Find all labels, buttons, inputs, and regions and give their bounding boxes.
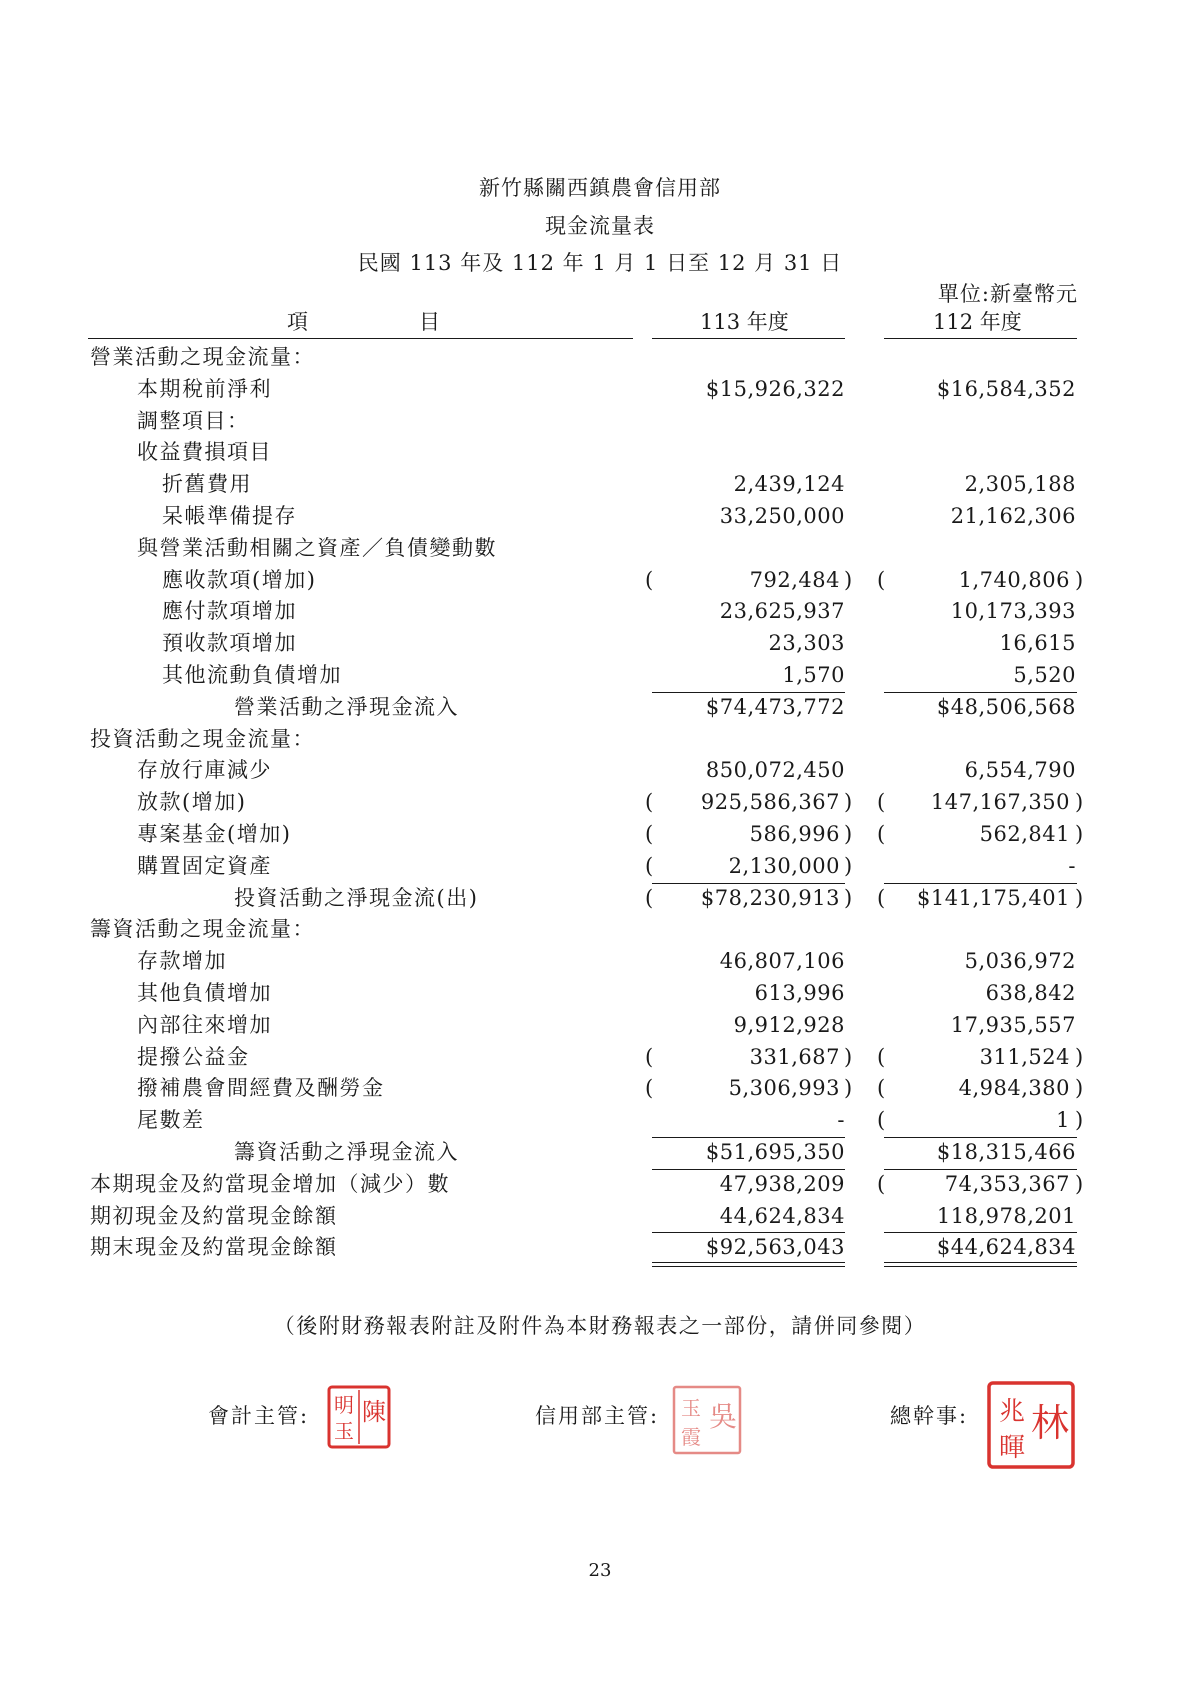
subtotal-row-operating bbox=[0, 692, 1200, 724]
amount-113: 1,570 bbox=[782, 662, 845, 687]
table-row bbox=[0, 787, 1200, 819]
close-paren: ) bbox=[844, 790, 853, 815]
amount-113: 46,807,106 bbox=[719, 949, 845, 974]
table-row bbox=[0, 1042, 1200, 1074]
seal-credit-stamp bbox=[671, 1384, 743, 1456]
row-label: 撥補農會間經費及酬勞金 bbox=[137, 1076, 385, 1101]
footnote: （後附財務報表附註及附件為本財務報表之一部份，請併同參閱） bbox=[273, 1314, 927, 1338]
open-paren: ( bbox=[877, 1108, 886, 1133]
amount-113: 9,912,928 bbox=[733, 1012, 845, 1037]
header-rule-112 bbox=[884, 338, 1077, 339]
row-label: 存放行庫減少 bbox=[137, 758, 272, 783]
table-row bbox=[0, 660, 1200, 692]
row-label: 投資活動之現金流量： bbox=[90, 726, 315, 751]
open-paren: ( bbox=[645, 1044, 654, 1069]
table-row bbox=[0, 501, 1200, 533]
amount-112: 4,984,380 bbox=[958, 1076, 1070, 1101]
header-rule-item bbox=[88, 338, 633, 339]
statement-period: 民國 113 年及 112 年 1 月 1 日至 12 月 31 日 bbox=[357, 251, 843, 275]
amount-112: $18,315,466 bbox=[936, 1139, 1076, 1164]
amount-113: 47,938,209 bbox=[719, 1171, 845, 1196]
amount-112: 74,353,367 bbox=[944, 1171, 1070, 1196]
svg-text:霞: 霞 bbox=[681, 1425, 701, 1449]
row-label: 購置固定資產 bbox=[137, 853, 272, 878]
table-row bbox=[0, 1073, 1200, 1105]
close-paren: ) bbox=[1075, 790, 1084, 815]
amount-112: 6,554,790 bbox=[964, 758, 1076, 783]
section-heading-operating bbox=[0, 342, 1200, 374]
row-label: 調整項目： bbox=[137, 408, 250, 433]
amount-112: 21,162,306 bbox=[950, 503, 1076, 528]
amount-112: 5,520 bbox=[1013, 662, 1076, 687]
row-label: 尾數差 bbox=[137, 1108, 205, 1133]
row-label: 內部往來增加 bbox=[137, 1012, 272, 1037]
table-row bbox=[0, 406, 1200, 438]
amount-112: $141,175,401 bbox=[917, 885, 1070, 910]
table-row bbox=[0, 1010, 1200, 1042]
amount-113: 613,996 bbox=[754, 980, 845, 1005]
column-year-113: 113 年度 bbox=[700, 310, 789, 334]
open-paren: ( bbox=[877, 1171, 886, 1196]
amount-113: 23,625,937 bbox=[719, 599, 845, 624]
table-row bbox=[0, 978, 1200, 1010]
table-row bbox=[0, 565, 1200, 597]
section-heading-financing bbox=[0, 914, 1200, 946]
svg-text:明: 明 bbox=[334, 1393, 354, 1417]
table-row bbox=[0, 851, 1200, 883]
signature-accounting-label: 會計主管: bbox=[208, 1404, 310, 1428]
close-paren: ) bbox=[1075, 821, 1084, 846]
close-paren: ) bbox=[844, 821, 853, 846]
seal-accounting-stamp bbox=[326, 1384, 392, 1450]
row-label: 籌資活動之現金流量： bbox=[90, 917, 315, 942]
amount-113: 5,306,993 bbox=[728, 1076, 840, 1101]
section-heading-investing bbox=[0, 724, 1200, 756]
close-paren: ) bbox=[1075, 1076, 1084, 1101]
open-paren: ( bbox=[645, 1076, 654, 1101]
amount-113: 2,130,000 bbox=[728, 853, 840, 878]
open-paren: ( bbox=[645, 790, 654, 815]
row-label: 存款增加 bbox=[137, 949, 227, 974]
double-rule-113 bbox=[652, 1262, 845, 1267]
open-paren: ( bbox=[877, 790, 886, 815]
row-label: 應收款項(增加) bbox=[162, 567, 317, 592]
close-paren: ) bbox=[1075, 1044, 1084, 1069]
amount-113: $78,230,913 bbox=[700, 885, 840, 910]
amount-112: - bbox=[1068, 853, 1076, 878]
close-paren: ) bbox=[1075, 567, 1084, 592]
row-label: 其他流動負債增加 bbox=[162, 662, 342, 687]
amount-112: $48,506,568 bbox=[936, 694, 1076, 719]
amount-113: 44,624,834 bbox=[719, 1203, 845, 1228]
row-label: 提撥公益金 bbox=[137, 1044, 250, 1069]
amount-112: 2,305,188 bbox=[964, 472, 1076, 497]
amount-112: 10,173,393 bbox=[950, 599, 1076, 624]
column-item-head-b: 目 bbox=[419, 310, 440, 334]
amount-113: 33,250,000 bbox=[719, 503, 845, 528]
table-row bbox=[0, 946, 1200, 978]
page-number: 23 bbox=[588, 1560, 612, 1581]
svg-text:玉: 玉 bbox=[681, 1396, 701, 1420]
amount-113: $15,926,322 bbox=[705, 376, 845, 401]
close-paren: ) bbox=[1075, 1108, 1084, 1133]
row-label: 營業活動之現金流量： bbox=[90, 345, 315, 369]
table-row bbox=[0, 374, 1200, 406]
signature-general-label: 總幹事: bbox=[890, 1404, 969, 1428]
row-label: 其他負債增加 bbox=[137, 980, 272, 1005]
row-label: 營業活動之淨現金流入 bbox=[234, 694, 459, 719]
amount-112: 17,935,557 bbox=[950, 1012, 1076, 1037]
row-label: 折舊費用 bbox=[162, 472, 252, 497]
close-paren: ) bbox=[844, 885, 853, 910]
row-label: 收益費損項目 bbox=[137, 440, 272, 465]
close-paren: ) bbox=[1075, 885, 1084, 910]
seal-general-stamp bbox=[986, 1380, 1076, 1470]
amount-112: $44,624,834 bbox=[936, 1235, 1076, 1260]
amount-113: 925,586,367 bbox=[700, 790, 840, 815]
row-label: 籌資活動之淨現金流入 bbox=[234, 1139, 459, 1164]
svg-text:陳: 陳 bbox=[362, 1398, 386, 1426]
svg-text:林: 林 bbox=[1030, 1401, 1070, 1445]
amount-113: 23,303 bbox=[768, 631, 845, 656]
table-row bbox=[0, 437, 1200, 469]
closing-balance-row bbox=[0, 1232, 1200, 1264]
subtotal-row-investing bbox=[0, 883, 1200, 915]
amount-112: 638,842 bbox=[985, 980, 1076, 1005]
amount-112: 311,524 bbox=[979, 1044, 1070, 1069]
open-paren: ( bbox=[877, 1044, 886, 1069]
open-paren: ( bbox=[645, 885, 654, 910]
close-paren: ) bbox=[844, 853, 853, 878]
amount-112: $16,584,352 bbox=[936, 376, 1076, 401]
close-paren: ) bbox=[844, 1076, 853, 1101]
close-paren: ) bbox=[844, 1044, 853, 1069]
amount-113: $74,473,772 bbox=[705, 694, 845, 719]
open-paren: ( bbox=[645, 821, 654, 846]
organization-name: 新竹縣關西鎮農會信用部 bbox=[479, 176, 721, 200]
svg-text:玉: 玉 bbox=[334, 1419, 354, 1443]
row-label: 呆帳準備提存 bbox=[162, 503, 297, 528]
table-row bbox=[0, 755, 1200, 787]
amount-113: - bbox=[837, 1108, 845, 1133]
row-label: 應付款項增加 bbox=[162, 599, 297, 624]
row-label: 放款(增加) bbox=[137, 790, 247, 815]
svg-text:暉: 暉 bbox=[998, 1433, 1026, 1463]
subtotal-row-financing bbox=[0, 1137, 1200, 1169]
column-year-112: 112 年度 bbox=[933, 310, 1022, 334]
table-row bbox=[0, 1105, 1200, 1137]
table-row bbox=[0, 533, 1200, 565]
row-label: 與營業活動相關之資產／負債變動數 bbox=[137, 535, 497, 560]
row-label: 專案基金(增加) bbox=[137, 821, 292, 846]
close-paren: ) bbox=[844, 567, 853, 592]
open-paren: ( bbox=[877, 1076, 886, 1101]
amount-112: 1,740,806 bbox=[958, 567, 1070, 592]
amount-113: 331,687 bbox=[749, 1044, 840, 1069]
table-row bbox=[0, 596, 1200, 628]
row-label: 期末現金及約當現金餘額 bbox=[90, 1235, 338, 1260]
table-row bbox=[0, 469, 1200, 501]
open-paren: ( bbox=[877, 885, 886, 910]
row-label: 投資活動之淨現金流(出) bbox=[234, 885, 479, 910]
amount-112: 1 bbox=[1056, 1108, 1070, 1133]
column-item-head-a: 項 bbox=[287, 310, 308, 334]
header-rule-113 bbox=[652, 338, 845, 339]
close-paren: ) bbox=[1075, 1171, 1084, 1196]
amount-112: 147,167,350 bbox=[930, 790, 1070, 815]
amount-113: $92,563,043 bbox=[705, 1235, 845, 1260]
amount-112: 16,615 bbox=[999, 631, 1076, 656]
currency-unit: 單位:新臺幣元 bbox=[937, 282, 1078, 306]
table-row bbox=[0, 628, 1200, 660]
double-rule-112 bbox=[884, 1262, 1077, 1267]
statement-title: 現金流量表 bbox=[545, 214, 655, 238]
statement-body bbox=[0, 342, 1200, 1264]
row-label: 本期現金及約當現金增加（減少）數 bbox=[90, 1171, 450, 1196]
amount-113: 2,439,124 bbox=[733, 472, 845, 497]
amount-113: 792,484 bbox=[749, 567, 840, 592]
amount-112: 118,978,201 bbox=[936, 1203, 1076, 1228]
svg-text:吳: 吳 bbox=[708, 1400, 738, 1433]
open-paren: ( bbox=[645, 567, 654, 592]
amount-112: 562,841 bbox=[979, 821, 1070, 846]
amount-113: 850,072,450 bbox=[705, 758, 845, 783]
open-paren: ( bbox=[877, 821, 886, 846]
open-paren: ( bbox=[877, 567, 886, 592]
table-row bbox=[0, 819, 1200, 851]
open-paren: ( bbox=[645, 853, 654, 878]
signature-credit-label: 信用部主管: bbox=[535, 1404, 660, 1428]
net-change-row bbox=[0, 1169, 1200, 1201]
row-label: 本期稅前淨利 bbox=[137, 376, 272, 401]
amount-113: 586,996 bbox=[749, 821, 840, 846]
amount-112: 5,036,972 bbox=[964, 949, 1076, 974]
svg-text:兆: 兆 bbox=[998, 1397, 1026, 1427]
row-label: 預收款項增加 bbox=[162, 631, 297, 656]
row-label: 期初現金及約當現金餘額 bbox=[90, 1203, 338, 1228]
amount-113: $51,695,350 bbox=[705, 1139, 845, 1164]
opening-balance-row bbox=[0, 1201, 1200, 1233]
